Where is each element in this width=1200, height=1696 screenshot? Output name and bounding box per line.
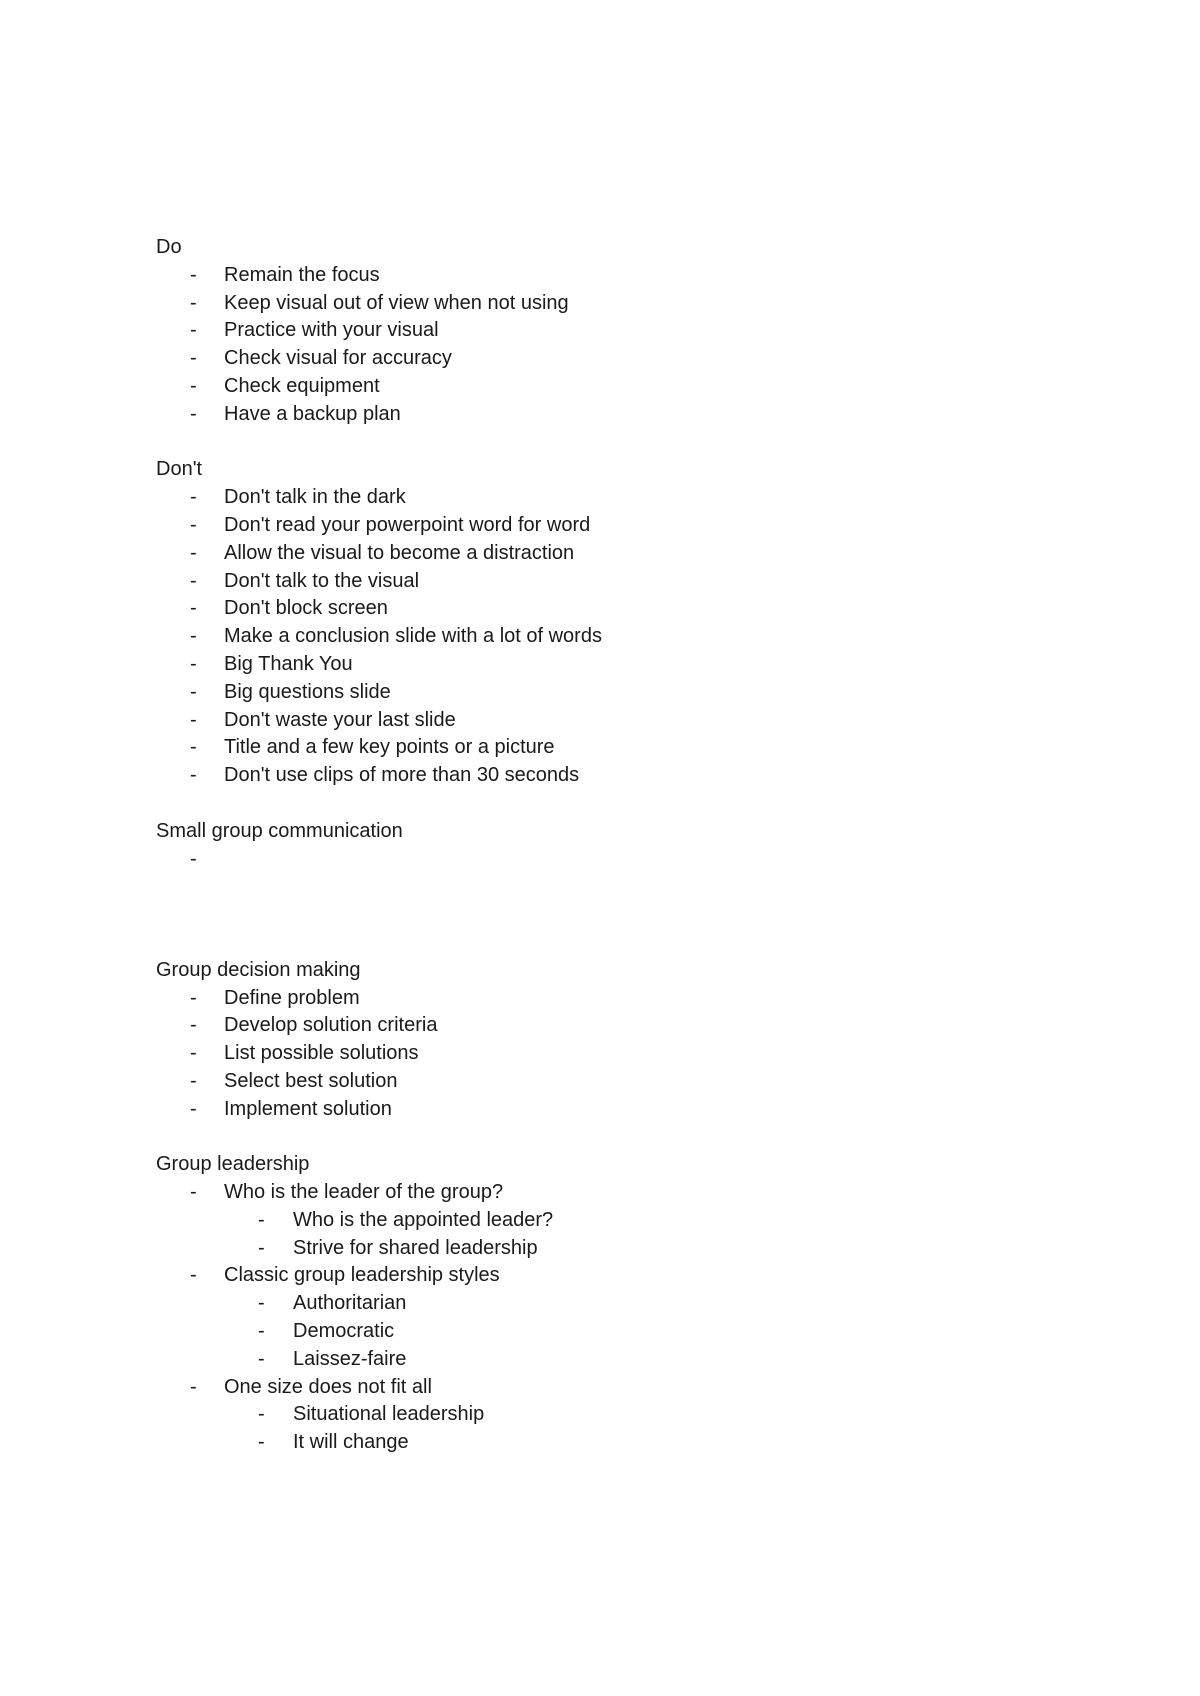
- list-item-text: Keep visual out of view when not using: [224, 291, 569, 314]
- bullet: -: [190, 986, 197, 1009]
- section-heading: Group decision making: [156, 958, 361, 981]
- spacer: [156, 790, 1056, 818]
- list-item: [156, 317, 1056, 345]
- bullet: -: [258, 1292, 265, 1315]
- list-item-text: Select best solution: [224, 1069, 398, 1092]
- list-item: [156, 1096, 1056, 1124]
- list-item-text: List possible solutions: [224, 1042, 419, 1065]
- bullet: -: [258, 1236, 265, 1259]
- bullet: -: [190, 597, 197, 620]
- list-item-text: Democratic: [293, 1320, 395, 1343]
- sub-list-item: [156, 1290, 1056, 1318]
- bullet: -: [190, 1042, 197, 1065]
- list-item-text: Strive for shared leadership: [293, 1236, 538, 1259]
- list-item-text: Define problem: [224, 986, 360, 1009]
- bullet: -: [258, 1208, 265, 1231]
- bullet: -: [258, 1320, 265, 1343]
- bullet: -: [190, 1097, 197, 1120]
- list-item: [156, 762, 1056, 790]
- list-item-text: Practice with your visual: [224, 319, 439, 342]
- section-group-leadership: [156, 1151, 1056, 1457]
- list-item-text: Allow the visual to become a distraction: [224, 541, 575, 564]
- list-item: [156, 290, 1056, 318]
- sub-list-item: [156, 1235, 1056, 1263]
- list-item-text: Don't talk to the visual: [224, 569, 420, 592]
- bullet: -: [190, 1069, 197, 1092]
- bullet: -: [190, 513, 197, 536]
- list-item-text: Laissez-faire: [293, 1347, 407, 1370]
- list-item: [156, 734, 1056, 762]
- bullet: -: [190, 847, 197, 870]
- bullet: -: [190, 1375, 197, 1398]
- sub-list-item: [156, 1207, 1056, 1235]
- list-item: [156, 595, 1056, 623]
- list-item: [156, 623, 1056, 651]
- list-item-text: Don't talk in the dark: [224, 486, 406, 509]
- list-item: [156, 707, 1056, 735]
- list-item-text: It will change: [293, 1431, 409, 1454]
- list-item: [156, 373, 1056, 401]
- bullet: -: [190, 764, 197, 787]
- section-heading: Group leadership: [156, 1153, 310, 1176]
- list-item-text: Don't use clips of more than 30 seconds: [224, 764, 580, 787]
- list-item: [156, 1068, 1056, 1096]
- list-item-text: Make a conclusion slide with a lot of words: [224, 625, 602, 648]
- list-item: [156, 846, 1056, 874]
- bullet: -: [190, 1264, 197, 1287]
- list-item: [156, 679, 1056, 707]
- bullet: -: [190, 541, 197, 564]
- list-item: [156, 1179, 1056, 1207]
- list-item-text: Don't block screen: [224, 597, 388, 620]
- list-item-text: Situational leadership: [293, 1403, 485, 1426]
- bullet: -: [190, 486, 197, 509]
- section-heading: Don't: [156, 458, 203, 481]
- section-dont: [156, 456, 1056, 790]
- list-item-text: Check visual for accuracy: [224, 347, 452, 370]
- list-item: [156, 345, 1056, 373]
- bullet: -: [190, 1181, 197, 1204]
- list-item-text: Check equipment: [224, 374, 380, 397]
- list-item: [156, 1040, 1056, 1068]
- list-item-text: Authoritarian: [293, 1292, 407, 1315]
- bullet: -: [190, 319, 197, 342]
- bullet: -: [190, 708, 197, 731]
- list-item: [156, 985, 1056, 1013]
- sub-list-item: [156, 1401, 1056, 1429]
- bullet: -: [190, 291, 197, 314]
- list-item-text: Big Thank You: [224, 652, 353, 675]
- list-item-text: Title and a few key points or a picture: [224, 736, 555, 759]
- list-item: [156, 401, 1056, 429]
- list-item: [156, 1012, 1056, 1040]
- bullet: -: [190, 1014, 197, 1037]
- document-body: [156, 234, 1056, 1457]
- list-item-text: Classic group leadership styles: [224, 1264, 500, 1287]
- list-item-text: Don't waste your last slide: [224, 708, 456, 731]
- list-item-text: Don't read your powerpoint word for word: [224, 513, 591, 536]
- bullet: -: [190, 347, 197, 370]
- list-item: [156, 1374, 1056, 1402]
- list-item: [156, 262, 1056, 290]
- bullet: -: [190, 652, 197, 675]
- section-do: [156, 234, 1056, 429]
- section-heading: Do: [156, 236, 182, 258]
- list-item: [156, 1262, 1056, 1290]
- bullet: -: [190, 736, 197, 759]
- bullet: -: [190, 625, 197, 648]
- list-item: [156, 484, 1056, 512]
- list-item: [156, 540, 1056, 568]
- bullet: -: [190, 263, 197, 286]
- bullet: -: [190, 569, 197, 592]
- spacer: [156, 1124, 1056, 1152]
- list-item-text: Remain the focus: [224, 263, 380, 286]
- sub-list-item: [156, 1346, 1056, 1374]
- bullet: -: [258, 1431, 265, 1454]
- list-item-text: Implement solution: [224, 1097, 392, 1120]
- list-item: [156, 651, 1056, 679]
- list-item-text: Who is the appointed leader?: [293, 1208, 554, 1231]
- spacer: [156, 429, 1056, 457]
- section-group-decision-making: [156, 957, 1056, 1124]
- sub-list-item: [156, 1429, 1056, 1457]
- sub-list-item: [156, 1318, 1056, 1346]
- bullet: -: [258, 1403, 265, 1426]
- bullet: -: [258, 1347, 265, 1370]
- list-item-text: Develop solution criteria: [224, 1014, 438, 1037]
- list-item-text: Who is the leader of the group?: [224, 1181, 504, 1204]
- bullet: -: [190, 374, 197, 397]
- spacer: [156, 873, 1056, 956]
- bullet: -: [190, 680, 197, 703]
- section-heading: Small group communication: [156, 819, 403, 842]
- list-item-text: Have a backup plan: [224, 402, 401, 425]
- list-item: [156, 568, 1056, 596]
- section-small-group-communication: [156, 818, 1056, 874]
- list-item-text: Big questions slide: [224, 680, 391, 703]
- bullet: -: [190, 402, 197, 425]
- list-item-text: One size does not fit all: [224, 1375, 432, 1398]
- list-item: [156, 512, 1056, 540]
